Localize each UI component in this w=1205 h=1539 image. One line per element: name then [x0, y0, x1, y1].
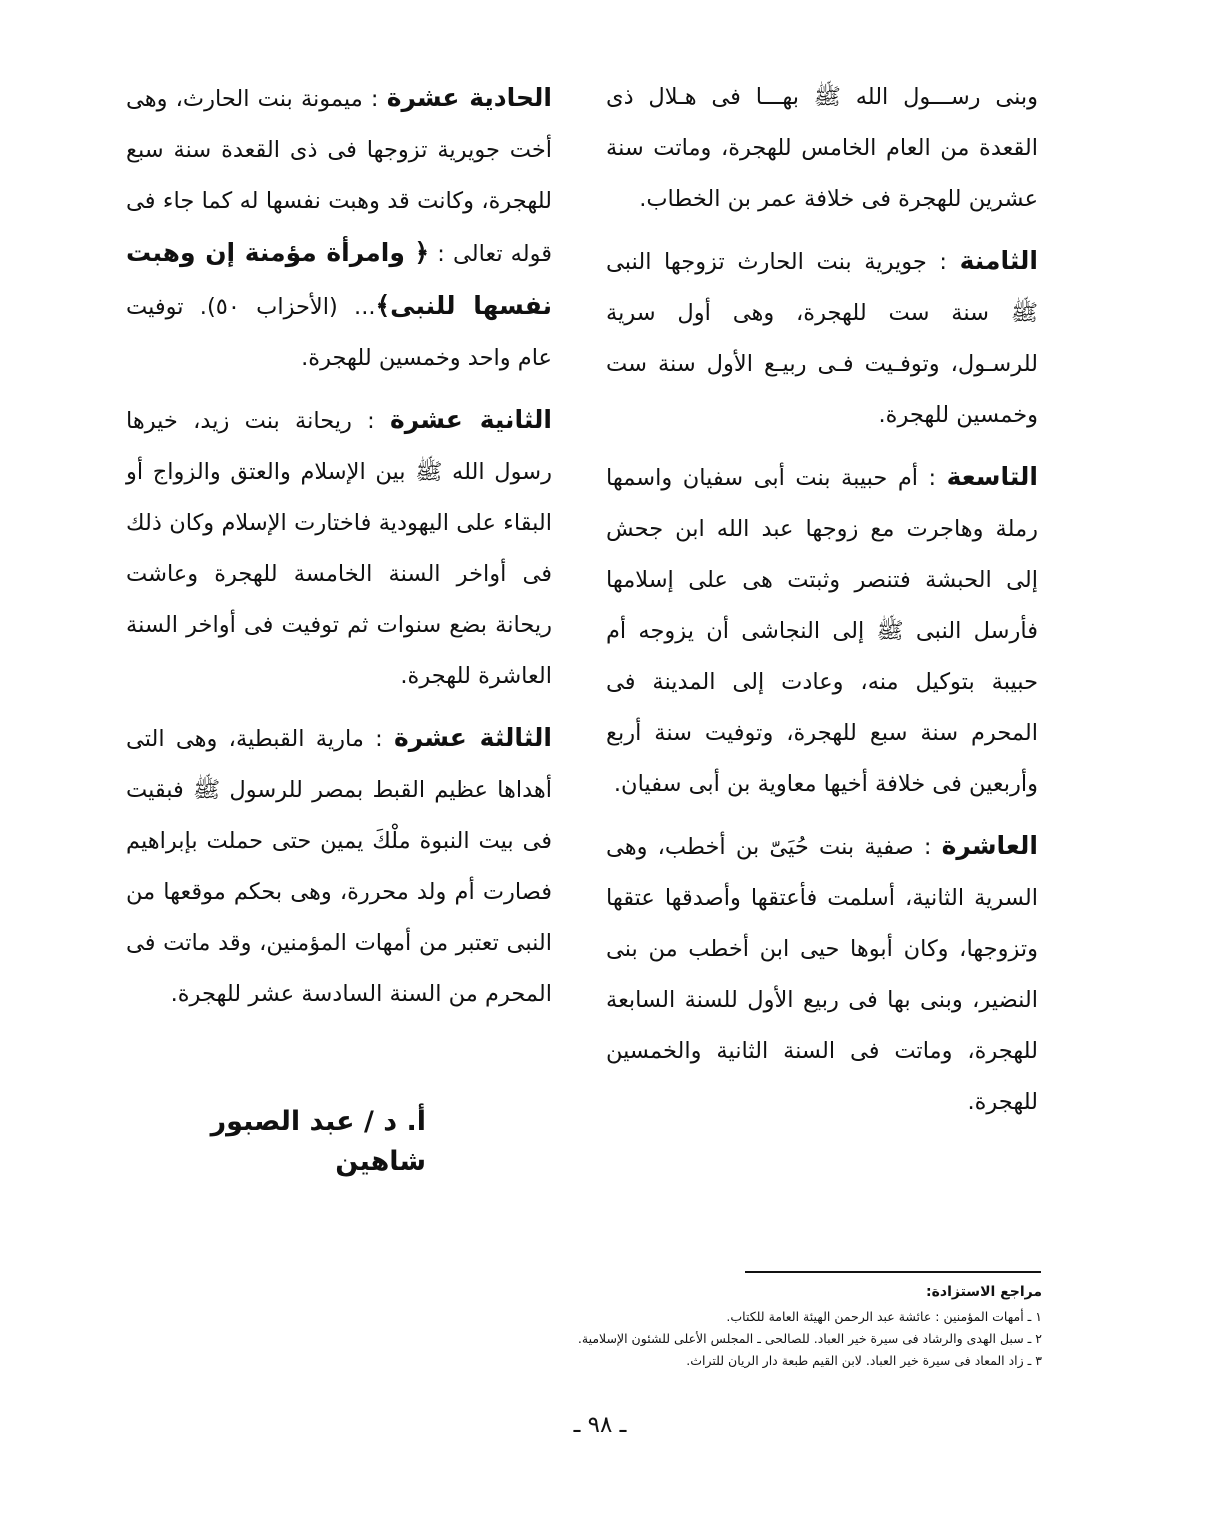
paragraph-text: : أم حبيبة بنت أبى سفيان واسمها رملة وهاجرت مع زوجها عبد الله ابن جحش إلى الحبشة فتنصر وثبتت هى على إسلامها فأرسل النبى ﷺ إلى النجاشى أن يزوجه أم حبيبة بتوكيل منه، وعادت إلى المدينة فى المحرم سنة سبع للهجرة، وتوفيت سنة أربع وأربعين فى خلافة أخيها معاوية بن أبى سفيان.	[606, 465, 1038, 797]
paragraph-text: : ريحانة بنت زيد، خيرها رسول الله ﷺ بين الإسلام والعتق والزواج أو البقاء على اليهودية فاختارت الإسلام وكان ذلك فى أواخر السنة الخامسة للهجرة وعاشت ريحانة بضع سنوات ثم توفيت فى أواخر السنة العاشرة للهجرة.	[126, 408, 552, 689]
footnote-item: ٢ ـ سبل الهدى والرشاد فى سيرة خير العباد. للصالحى ـ المجلس الأعلى للشئون الإسلامية.	[577, 1331, 1042, 1346]
footnotes	[440, 1280, 1042, 1372]
paragraph-text: وبنى رســـول الله ﷺ بهـــا فى هـلال ذى القعدة من العام الخامس للهجرة، وماتت سنة عشرين للهجرة فى خلافة عمر بن الخطاب.	[606, 84, 1038, 212]
quran-quote: ﴿ وامرأة مؤمنة إن وهبت نفسها للنبى﴾	[126, 238, 553, 320]
section-lead: العاشرة	[941, 831, 1038, 860]
footnote-item: ١ ـ أمهات المؤمنين : عائشة عبد الرحمن الهيئة العامة للكتاب.	[726, 1309, 1042, 1324]
paragraph-eleventh	[126, 72, 552, 384]
section-lead: الحادية عشرة	[386, 83, 552, 112]
paragraph-text: ... (الأحزاب ٥٠). توفيت عام واحد وخمسين للهجرة.	[126, 294, 552, 371]
paragraph-text: : صفية بنت حُيَىّ بن أخطب، وهى السرية الثانية، أسلمت فأعتقها وأصدقها عتقها وتزوجها، وكان أبوها حيى ابن أخطب من بنى النضير، وبنى بها فى ربيع الأول للسنة السابعة للهجرة، وماتت فى السنة الثانية والخمسين للهجرة.	[606, 834, 1038, 1115]
paragraph-twelfth	[126, 394, 552, 702]
left-column	[126, 72, 552, 1020]
paragraph-ninth	[606, 451, 1038, 810]
paragraph-text: : ميمونة بنت الحارث، وهى أخت جويرية تزوجها فى ذى القعدة سنة سبع للهجرة، وكانت قد وهبت نفسها له كما جاء فى قوله تعالى :	[126, 86, 552, 267]
paragraph-banu-hilal	[606, 72, 1038, 225]
paragraph-eighth	[606, 235, 1038, 441]
section-lead: الثانية عشرة	[390, 405, 552, 434]
footnotes-heading: مراجع الاستزادة:	[926, 1284, 1042, 1300]
section-lead: التاسعة	[946, 462, 1038, 491]
footnote-divider	[745, 1271, 1041, 1273]
page-number: ـ ٩٨ ـ	[573, 1412, 627, 1438]
section-lead: الثالثة عشرة	[394, 723, 552, 752]
footnote-item: ٣ ـ زاد المعاد فى سيرة خير العباد. لابن القيم طبعة دار الريان للتراث.	[686, 1353, 1042, 1368]
paragraph-thirteenth	[126, 712, 552, 1020]
paragraph-text: : جويرية بنت الحارث تزوجها النبى ﷺ سنة ست للهجرة، وهى أول سرية للرسـول، وتوفـيت فـى ربيـع الأول سنة ست وخمسين للهجرة.	[606, 249, 1038, 428]
section-lead: الثامنة	[959, 246, 1038, 275]
right-column	[606, 72, 1038, 1128]
paragraph-tenth	[606, 820, 1038, 1128]
author-signature: أ. د / عبد الصبور شاهين	[210, 1106, 426, 1177]
paragraph-text: : مارية القبطية، وهى التى أهداها عظيم القبط بمصر للرسول ﷺ فبقيت فى بيت النبوة ملْكَ يمين حتى حملت بإبراهيم فصارت أم ولد محررة، وهى بحكم موقعها من النبى تعتبر من أمهات المؤمنين، وقد ماتت فى المحرم من السنة السادسة عشر للهجرة.	[126, 726, 552, 1007]
